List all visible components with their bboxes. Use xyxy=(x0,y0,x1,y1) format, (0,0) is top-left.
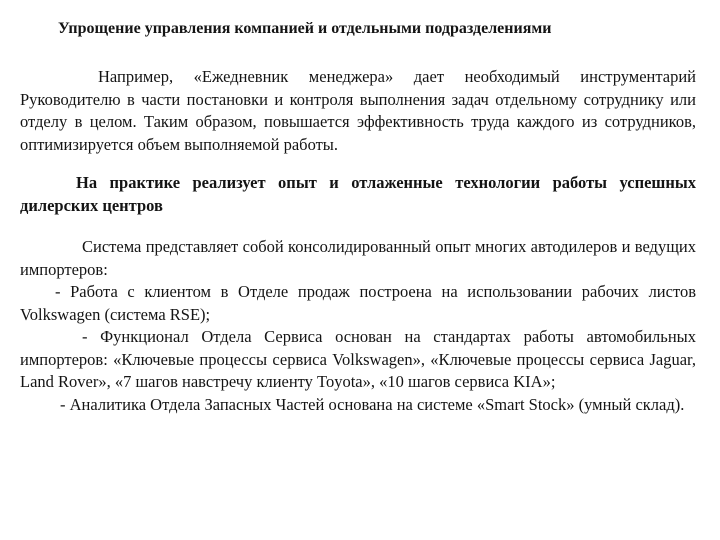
list-item-parts: - Аналитика Отдела Запасных Частей основана на системе «Smart Stock» (умный склад). xyxy=(60,394,685,414)
document-page xyxy=(20,0,696,540)
paragraph-manager-diary: Например, «Ежедневник менеджера» дает необходимый инструментарий Руководителю в части постановки и контроля выполнения задач отдельному сотруднику или отделу в целом. Таким образом, повышается эффективность труда каждого из сотрудников, оптимизируется объем выполняемой работы. xyxy=(20,67,696,154)
list-item-sales: - Работа с клиентом в Отделе продаж построена на использовании рабочих листов Volkswagen (система RSE); xyxy=(20,282,696,324)
system-intro: Система представляет собой консолидированный опыт многих автодилеров и ведущих импортеров: xyxy=(20,237,696,279)
paragraph-dealer-experience: На практике реализует опыт и отлаженные технологии работы успешных дилерских центров xyxy=(20,173,696,215)
paragraph-system-description xyxy=(20,236,696,416)
section-heading: Упрощение управления компанией и отдельными подразделениями xyxy=(58,20,552,37)
list-item-service: - Функционал Отдела Сервиса основан на стандартах работы автомобильных импортеров: «Ключевые процессы сервиса Volkswagen», «Ключевые процессы сервиса Jaguar, Land Rover», «7 шагов навстречу клиенту Toyota», «10 шагов сервиса KIA»; xyxy=(20,327,696,391)
